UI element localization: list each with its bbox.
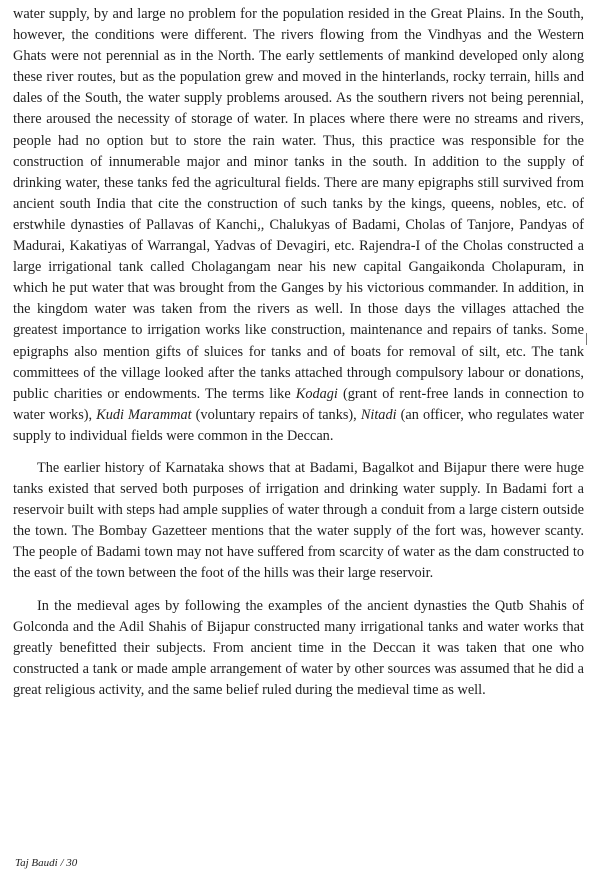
paragraph-medieval-ages: In the medieval ages by following the examples of the ancient dynasties the Qutb Shahis of Golconda and the Adil Shahis of Bijapur constructed many irrigational tanks and water works that greatly benefitted their subjects. From ancient time in the Deccan it was taken that one who constructed a tank or made ample arrangement of water by other sources was assumed that he did a great religious activity, and the same belief ruled during the medieval time as well. — [13, 597, 584, 698]
paragraph-text: water supply, by and large no problem for the population resided in the Great Plains. In the South, however, the conditions were different. The rivers flowing from the Vindhyas and the Western Ghats were not perennial as in the North. The early settlements of mankind developed only along these river routes, but as the population grew and moved in the hinterlands, rocky terrain, hills and dales of the South, the water supply problems aroused. As the southern rivers not being perennial, there aroused the necessity of storage of water. In places where there were no streams and rivers, people had no option but to store the rain water. Thus, this practice was responsible for the construction of innumerable major and minor tanks in the south. In addition to the supply of drinking water, these tanks fed the agricultural fields. There are many epigraphs still survived from ancient south India that cite the construction of such tanks by the kings, queens, nobles, etc. of erstwhile dynasties of Pallavas of Kanchi,, Chalukyas of Badami, Cholas of Tanjore, Pandyas of Madurai, Kakatiyas of Warrangal, Yadvas of Devagiri, etc. Rajendra-I of the Cholas constructed a large irrigational tank called Cholagangam near his new capital Gangaikonda Cholapuram, in which he put water that was brought from the Ganges by his victorious commander. In addition, in the kingdom water was taken from the rivers as well. In those days the villages attached the greatest importance to irrigation works like construction, maintenance and repairs of tanks. Some epigraphs also mention gifts of sluices for tanks and of boats for removal of silt, etc. The tank committees of the village looked after the tanks attached through compulsory labour or donations, public charities or endowments. The terms like — [13, 6, 584, 402]
term-nitadi: Nitadi — [360, 406, 397, 423]
margin-mark — [586, 333, 587, 345]
paragraph-text: (grant of rent-free lands in connection to water works), — [13, 385, 584, 423]
paragraph-text: (an officer, who regulates water supply to individual fields were common in the Deccan. — [13, 406, 584, 444]
paragraph-water-supply-south — [13, 4, 584, 447]
body-text — [13, 4, 584, 712]
paragraph-text: (voluntary repairs of tanks), — [191, 406, 361, 423]
page-footer: Taj Baudi / 30 — [15, 857, 78, 869]
paragraph-karnataka-history: The earlier history of Karnataka shows that at Badami, Bagalkot and Bijapur there were huge tanks existed that served both purposes of irrigation and drinking water supply. In Badami fort a reservoir built with steps had ample supplies of water through a conduit from a large cistern outside the town. The Bombay Gazetteer mentions that the water supply of the fort was, however scanty. The people of Badami town may not have suffered from scarcity of water as the dam constructed to the east of the town between the foot of the hills was their large reservoir. — [13, 459, 584, 582]
term-kodagi: Kodagi — [295, 385, 338, 402]
term-kudi-marammat: Kudi Marammat — [96, 406, 192, 423]
